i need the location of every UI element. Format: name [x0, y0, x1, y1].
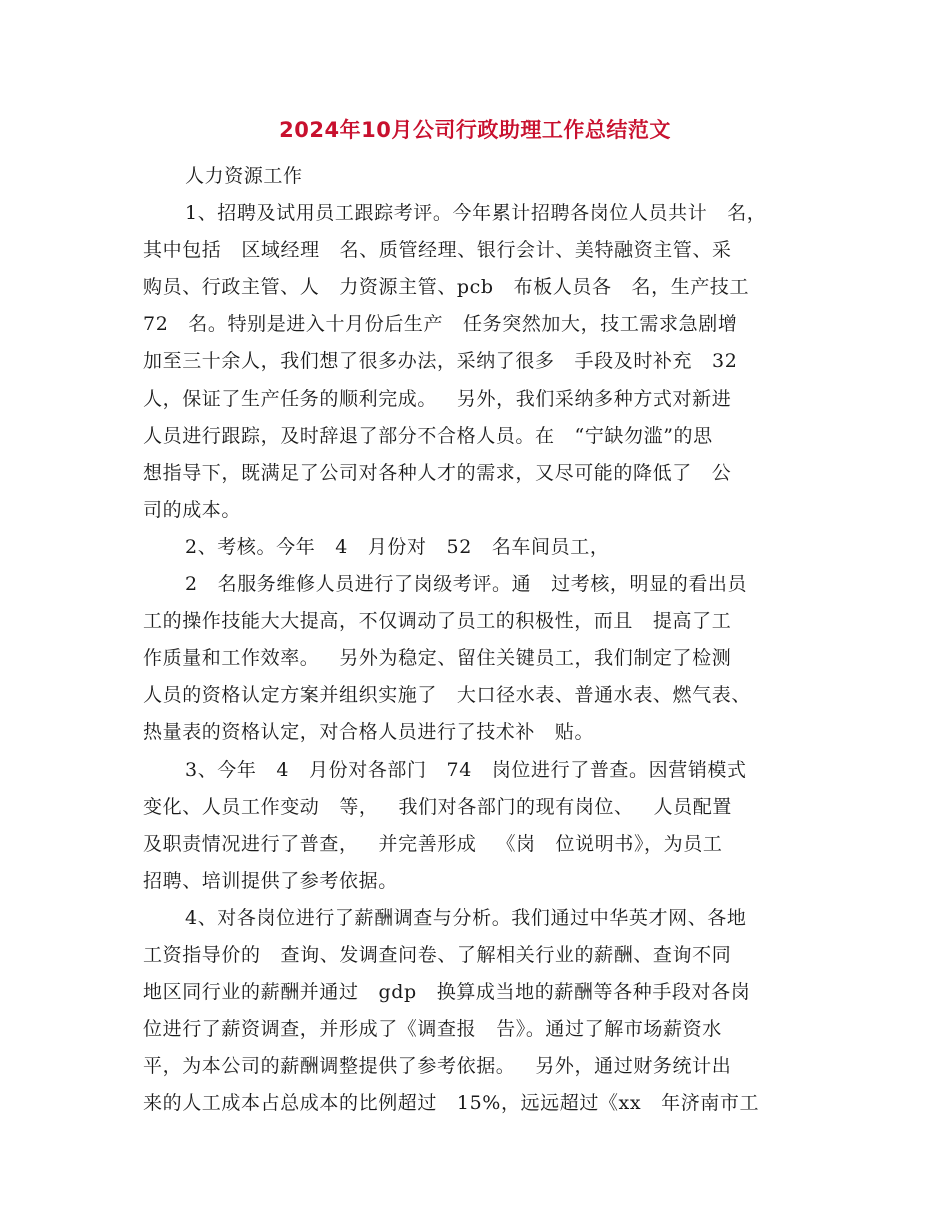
- text-line: 1、招聘及试用员工跟踪考评。今年累计招聘各岗位人员共计 名，: [185, 202, 767, 225]
- text-line: 位进行了薪资调查，并形成了《调查报 告》。通过了解市场薪资水: [143, 1018, 722, 1041]
- text-line: 平，为本公司的薪酬调整提供了参考依据。 另外，通过财务统计出: [143, 1055, 732, 1078]
- text-line: 2 名服务维修人员进行了岗级考评。通 过考核，明显的看出员: [185, 573, 748, 596]
- text-line: 人员的资格认定方案并组织实施了 大口径水表、普通水表、燃气表、: [143, 684, 751, 707]
- text-line: 热量表的资格认定，对合格人员进行了技术补 贴。: [143, 721, 595, 744]
- text-line: 2、考核。今年 4 月份对 52 名车间员工，: [185, 535, 610, 558]
- document-title: 2024年10月公司行政助理工作总结范文: [279, 118, 671, 142]
- text-line: 及职责情况进行了普查， 并完善形成 《岗 位说明书》，为员工: [143, 832, 723, 855]
- text-line: 司的成本。: [143, 498, 242, 521]
- text-line: 人，保证了生产任务的顺利完成。 另外，我们采纳多种方式对新进: [143, 387, 732, 410]
- text-line: 其中包括 区域经理 名、质管经理、银行会计、美特融资主管、采: [143, 239, 732, 262]
- text-line: 72 名。特别是进入十月份后生产 任务突然加大，技工需求急剧增: [143, 313, 738, 336]
- text-line: 工资指导价的 查询、发调查问卷、了解相关行业的薪酬、查询不同: [143, 943, 732, 966]
- text-line: 变化、人员工作变动 等， 我们对各部门的现有岗位、 人员配置: [143, 795, 732, 818]
- text-line: 想指导下，既满足了公司对各种人才的需求，又尽可能的降低了 公: [143, 461, 732, 484]
- text-line: 人员进行跟踪，及时辞退了部分不合格人员。在 “宁缺勿滥”的思: [143, 424, 713, 447]
- text-line: 4、对各岗位进行了薪酬调查与分析。我们通过中华英才网、各地: [185, 906, 747, 929]
- text-line: 来的人工成本占总成本的比例超过 15%，远远超过《xx 年济南市工: [143, 1092, 760, 1115]
- document-body: [143, 158, 833, 1122]
- text-line: 3、今年 4 月份对各部门 74 岗位进行了普查。因营销模式: [185, 758, 747, 781]
- text-line: 作质量和工作效率。 另外为稳定、留住关键员工，我们制定了检测: [143, 647, 732, 670]
- text-line: 工的操作技能大大提高，不仅调动了员工的积极性，而且 提高了工: [143, 610, 732, 633]
- text-line: 加至三十余人，我们想了很多办法，采纳了很多 手段及时补充 32: [143, 350, 738, 373]
- text-line: 购员、行政主管、人 力资源主管、pcb 布板人员各 名，生产技工: [143, 276, 750, 299]
- text-line: 招聘、培训提供了参考依据。: [143, 869, 398, 892]
- text-line: 人力资源工作: [185, 165, 303, 187]
- text-line: 地区同行业的薪酬并通过 gdp 换算成当地的薪酬等各种手段对各岗: [143, 981, 751, 1004]
